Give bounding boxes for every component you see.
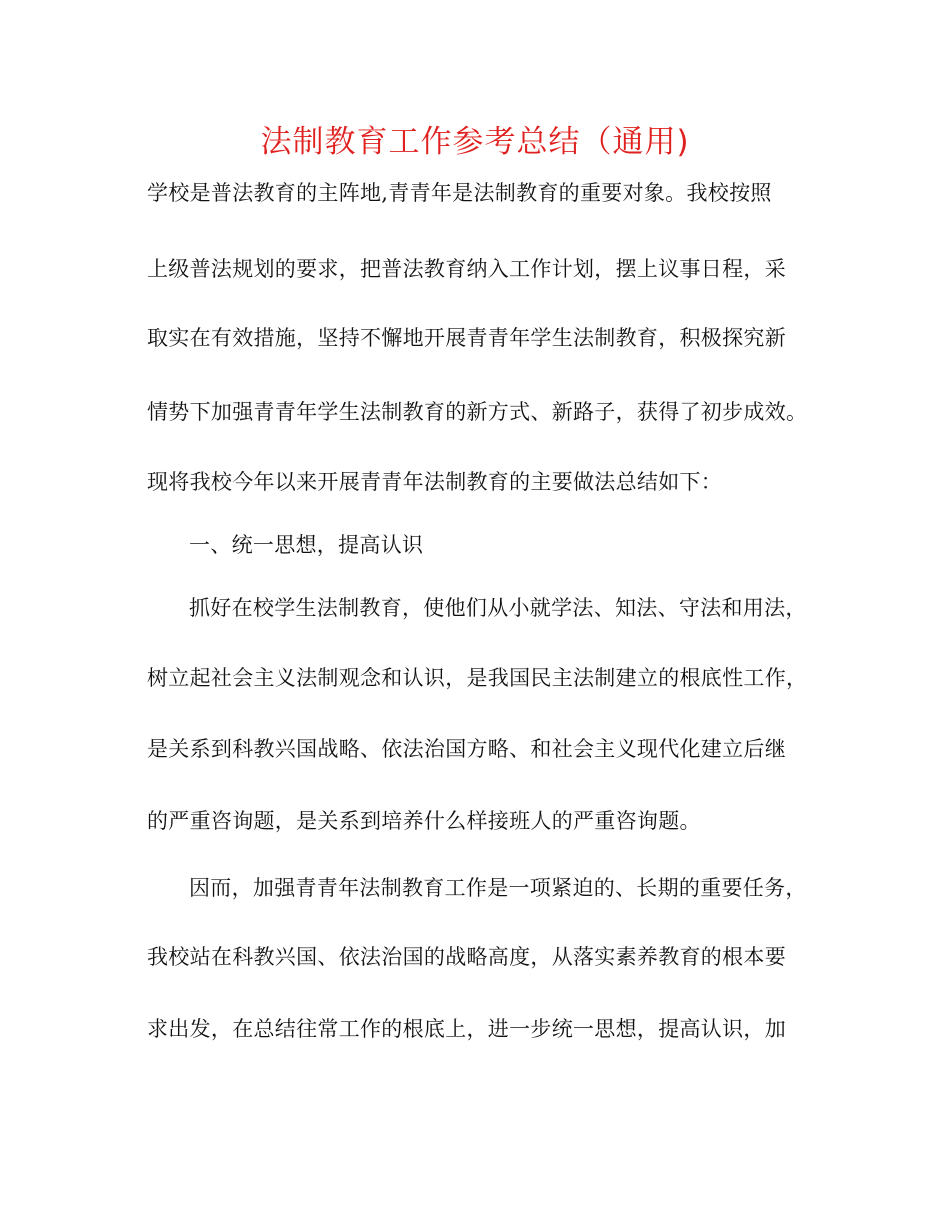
paragraph-line: 抓好在校学生法制教育，使他们从小就学法、知法、守法和用法， — [189, 596, 807, 620]
paragraph-line: 树立起社会主义法制观念和认识，是我国民主法制建立的根底性工作， — [147, 666, 808, 690]
paragraph-line: 学校是普法教育的主阵地,青青年是法制教育的重要对象。我校按照 — [147, 181, 772, 205]
paragraph-line: 因而，加强青青年法制教育工作是一项紧迫的、长期的重要任务， — [189, 876, 807, 900]
paragraph-line: 的严重咨询题，是关系到培养什么样接班人的严重咨询题。 — [147, 809, 701, 833]
document-title: 法制教育工作参考总结（通用) — [260, 124, 690, 160]
paragraph-line: 情势下加强青青年学生法制教育的新方式、新路子，获得了初步成效。 — [147, 400, 808, 424]
paragraph-line: 求出发，在总结往常工作的根底上，进一步统一思想，提高认识，加 — [147, 1017, 786, 1041]
paragraph-line: 我校站在科教兴国、依法治国的战略高度，从落实素养教育的根本要 — [147, 945, 786, 969]
paragraph-line: 是关系到科教兴国战略、依法治国方略、和社会主义现代化建立后继 — [147, 737, 786, 761]
paragraph-line: 现将我校今年以来开展青青年法制教育的主要做法总结如下： — [147, 470, 723, 494]
paragraph-line: 上级普法规划的要求，把普法教育纳入工作计划，摆上议事日程，采 — [147, 257, 786, 281]
section-heading: 一、统一思想，提高认识 — [189, 533, 424, 557]
paragraph-line: 取实在有效措施，坚持不懈地开展青青年学生法制教育，积极探究新 — [147, 326, 786, 350]
